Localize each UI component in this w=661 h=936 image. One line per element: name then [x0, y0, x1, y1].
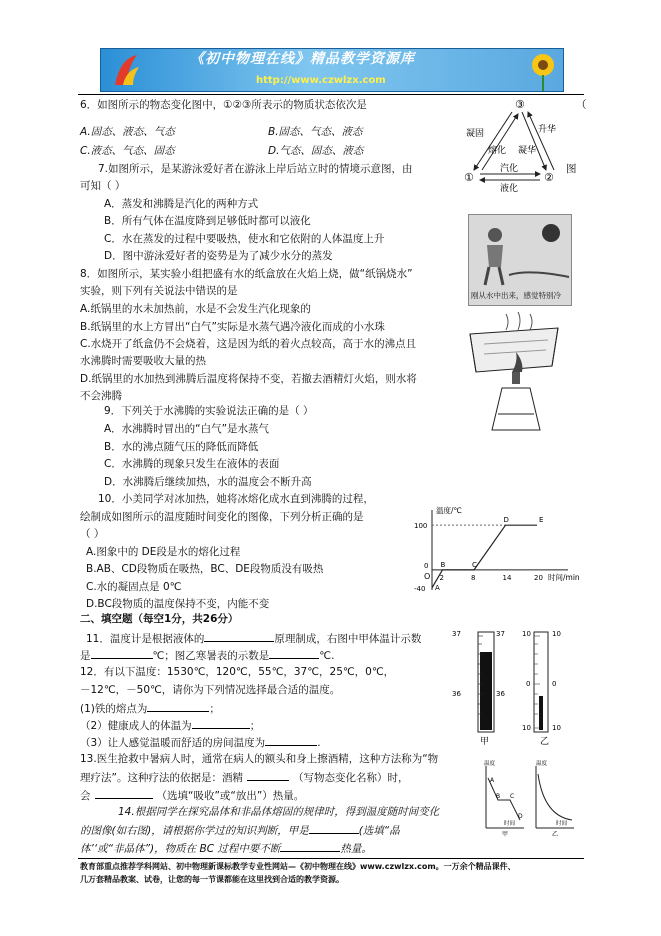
q9-stem: 9．下列关于水沸腾的实验说法正确的是（ ）: [104, 405, 314, 417]
yi-top-right: 10: [552, 630, 561, 638]
chart-xtick-2: 2: [439, 573, 444, 582]
q11-blank-2[interactable]: [91, 648, 153, 659]
banner-url[interactable]: http://www.czwlzx.com: [256, 75, 386, 86]
melting-curves-figure: [478, 758, 578, 836]
q6-option-d: D.气态、固态、液态: [268, 145, 364, 157]
q8-option-c1: C.水烧开了纸盒仍不会烧着，这是因为纸的着火点较高，高于水的沸点且: [80, 338, 417, 350]
q13-text-e: （选填“吸收”或“放出”）热量。: [156, 790, 305, 802]
q13-text-c: （写物态变化名称）时，: [292, 772, 409, 784]
q8-option-d2: 不会沸腾: [80, 390, 122, 402]
q12-blank-1[interactable]: [147, 701, 209, 712]
graph-yi-xlabel: 时间: [556, 821, 568, 827]
q7-stem-b: 可知（ ）: [80, 180, 126, 192]
q14-text-d: 体’‘或“非晶体”)，物质在 BC 过程中要不断: [80, 843, 281, 855]
q14-line3: [80, 841, 372, 856]
q8-option-d1: D.纸锅里的水加热到沸腾后温度将保持不变，若撤去酒精灯火焰，则水将: [80, 373, 417, 385]
jia-mid-left: 36: [452, 690, 461, 698]
q11-line1: [86, 631, 421, 646]
q12-semi-1: ；: [209, 703, 220, 715]
q14-line2: [80, 823, 400, 838]
footer-line2: 几万套精品教案、试卷，让您的每一节课都能在这里找到合适的教学资源。: [80, 875, 344, 884]
section2-title: 二、填空题（每空1分，共26分）: [80, 613, 239, 625]
q8-stem-a: 8．如图所示，某实验小组把盛有水的纸盒放在火焰上烧，做“纸锅烧水”: [80, 268, 413, 280]
q11-text-c: 是: [80, 650, 91, 662]
footer-divider: [78, 858, 584, 859]
chart-ytick--40: -40: [414, 584, 426, 593]
q6-paren: （: [576, 99, 587, 111]
chart-point-B: B: [440, 560, 446, 569]
q7-option-c: C．水在蒸发的过程中要吸热，使水和它依附的人体温度上升: [104, 233, 385, 245]
q12-line2: －12℃，－50℃，请你为下列情况选择最合适的温度。: [80, 684, 341, 696]
q7-tu: 图: [566, 163, 577, 175]
q11-blank-3[interactable]: [269, 648, 319, 659]
q12-blank-2[interactable]: [192, 718, 250, 729]
chart-xtick-8: 8: [471, 573, 476, 582]
q12-item2-label: （2）健康成人的体温为: [80, 720, 192, 732]
graph-jia-label: 甲: [502, 831, 509, 838]
q6-option-b: B.固态、气态、液态: [268, 126, 363, 138]
thermometer-yi-label: 乙: [540, 737, 550, 747]
q7-option-a: A．蒸发和沸腾是汽化的两种方式: [104, 198, 259, 210]
q8-option-b: B.纸锅里的水上方冒出“白气”实际是水蒸气遇冷液化而成的小水珠: [80, 321, 385, 333]
q7-option-b: B．所有气体在温度降到足够低时都可以液化: [104, 215, 311, 227]
chart-xtick-14: 14: [502, 573, 512, 582]
q13-blank-1[interactable]: [247, 770, 289, 781]
yi-bot-left: 10: [522, 724, 531, 732]
q10-option-c: C.水的凝固点是 0℃: [86, 581, 182, 593]
chart-origin-label: O: [424, 571, 431, 581]
q13-line1: 13.医生抢救中暑病人时，通常在病人的额头和身上擦酒精，这种方法称为“物: [80, 753, 439, 765]
q12-item1-label: (1)铁的熔点为: [80, 703, 148, 715]
q14-text-c: (选填“晶: [358, 825, 400, 837]
yi-mid-left: 0: [526, 680, 531, 688]
q14-blank-1[interactable]: [309, 823, 359, 834]
node-2: ②: [544, 171, 554, 184]
q9-option-c: C．水沸腾的现象只发生在液体的表面: [104, 458, 280, 470]
q11-text-b: 原理制成，右图中甲体温计示数: [274, 633, 422, 645]
header-divider: [78, 94, 584, 95]
label-ronghua: 熔化: [488, 146, 507, 156]
q13-line3: [80, 788, 304, 803]
label-qihua: 汽化: [500, 164, 519, 174]
graph-jia-point-b: B: [496, 793, 501, 800]
chart-point-D: D: [503, 516, 509, 525]
graph-yi-curve: [538, 774, 572, 820]
banner-title: 《初中物理在线》精品教学资源库: [190, 51, 415, 67]
q9-option-d: D．水沸腾后继续加热，水的温度会不断升高: [104, 476, 312, 488]
q14-blank-2[interactable]: [280, 841, 340, 852]
swimmer-illustration: [469, 215, 571, 291]
chart-point-C: C: [472, 560, 477, 569]
q12-dot: .: [317, 737, 321, 749]
q9-option-a: A．水沸腾时冒出的“白气”是水蒸气: [104, 423, 270, 435]
q13-text-d: 会: [80, 790, 91, 802]
q10-option-a: A.图象中的 DE段是水的熔化过程: [86, 546, 241, 558]
q6-stem: 6．如图所示的物态变化图中，①②③所表示的物质状态依次是: [80, 99, 367, 111]
q14-text-b: 的图像(如右图)，请根据你学过的知识判断，甲是: [80, 825, 309, 837]
label-ningu: 凝固: [466, 129, 485, 139]
q12-semi-2: ；: [249, 720, 261, 732]
q13-blank-2[interactable]: [95, 788, 153, 799]
q12-line1: 12．有以下温度：1530℃，120℃，55℃，37℃，25℃，0℃，: [80, 666, 395, 678]
q12-item2: [80, 718, 260, 733]
q7-option-d: D．图中游泳爱好者的姿势是为了减少水分的蒸发: [104, 250, 333, 262]
q9-option-b: B．水的沸点随气压的降低而降低: [104, 441, 259, 453]
chart-ylabel: 温度/℃: [436, 506, 462, 515]
label-yehua: 液化: [500, 184, 519, 194]
chart-point-A: A: [435, 583, 440, 592]
q13-text-b: 理疗法”。这种疗法的依据是：酒精: [80, 772, 243, 784]
q11-line2: [80, 648, 334, 663]
q11-blank-1[interactable]: [204, 631, 274, 642]
temperature-time-chart: [408, 504, 580, 596]
thermometer-jia-label: 甲: [480, 737, 490, 747]
q12-item3-label: （3）让人感觉温暖而舒适的房间温度为: [80, 737, 266, 749]
q10-option-b: B.AB、CD段物质在吸热，BC、DE段物质没有吸热: [86, 563, 324, 575]
q12-item3: [80, 735, 321, 750]
q13-line2: [80, 770, 408, 785]
q12-item1: [80, 701, 220, 716]
graph-yi-label: 乙: [552, 831, 559, 838]
jia-top-left: 37: [452, 630, 461, 638]
footer-line1: 教育部重点推荐学科网站、初中物理新课标教学专业性网站—《初中物理在线》www.czwlzx.com。一万余个精品课件、: [80, 862, 516, 871]
yi-top-left: 10: [522, 630, 531, 638]
q10-stem-a: 10．小美同学对冰加热，她将冰熔化成水直到沸腾的过程，: [98, 493, 374, 505]
q11-text-a: 11．温度计是根据液体的: [86, 633, 205, 645]
yi-bot-right: 10: [552, 724, 561, 732]
q6-option-a: A.固态、液态、气态: [80, 126, 175, 138]
logo-icon: [109, 51, 143, 89]
node-3: ③: [515, 98, 525, 111]
q7-stem-a: 7.如图所示，是某游泳爱好者在游泳上岸后站立时的情境示意图，由: [98, 163, 413, 175]
q14-line1: 14.根据同学在探究晶体和非晶体熔固的规律时，得到温度随时间变化: [118, 806, 440, 818]
q8-option-c2: 水沸腾时需要吸收大量的热: [80, 355, 206, 367]
chart-ytick-100: 100: [414, 522, 428, 531]
yi-mid-right: 0: [552, 680, 557, 688]
graph-jia-xlabel: 时间: [504, 821, 516, 827]
chart-xtick-20: 20: [534, 573, 543, 582]
jia-top-right: 37: [496, 630, 505, 638]
q10-option-d: D.BC段物质的温度保持不变，内能不变: [86, 598, 270, 610]
q11-text-e: ℃.: [319, 650, 335, 662]
label-shenghua: 升华: [538, 125, 557, 135]
graph-jia-point-c: C: [510, 793, 515, 800]
graph-yi-ylabel: 温度: [536, 761, 548, 767]
jia-mid-right: 36: [496, 690, 505, 698]
q8-option-a: A.纸锅里的水未加热前，水是不会发生汽化现象的: [80, 303, 311, 315]
q14-text-e: 热量。: [340, 843, 372, 855]
swimmer-caption: 刚从水中出来，感觉特别冷: [471, 291, 561, 300]
chart-series-line: [432, 525, 537, 588]
node-1: ①: [464, 171, 474, 184]
thermometer-yi-column: [539, 696, 543, 730]
q6-option-c: C.液态、气态、固态: [80, 145, 175, 157]
chart-ytick-0: 0: [424, 561, 429, 570]
chart-xlabel: 时间/min: [548, 572, 580, 582]
q12-blank-3[interactable]: [265, 735, 317, 746]
chart-point-E: E: [539, 516, 544, 525]
graph-jia-curve: [488, 778, 520, 820]
q10-stem-c: （ ）: [80, 528, 105, 540]
paper-pot-illustration: [462, 310, 572, 436]
sunflower-icon: [521, 49, 561, 91]
thermometers-figure: [452, 624, 578, 748]
q10-stem-b: 绘制成如图所示的温度随时间变化的图像，下列分析正确的是: [80, 511, 364, 523]
label-ninghua: 凝华: [518, 146, 537, 156]
swimmer-image: [468, 214, 572, 306]
q8-stem-b: 实验，则下列有关说法中错误的是: [80, 285, 238, 297]
graph-jia-ylabel: 温度: [484, 761, 496, 767]
graph-jia-point-a: A: [490, 777, 495, 784]
graph-jia-point-d: D: [518, 813, 523, 820]
q11-text-d: ℃；图乙寒暑表的示数是: [152, 650, 270, 662]
